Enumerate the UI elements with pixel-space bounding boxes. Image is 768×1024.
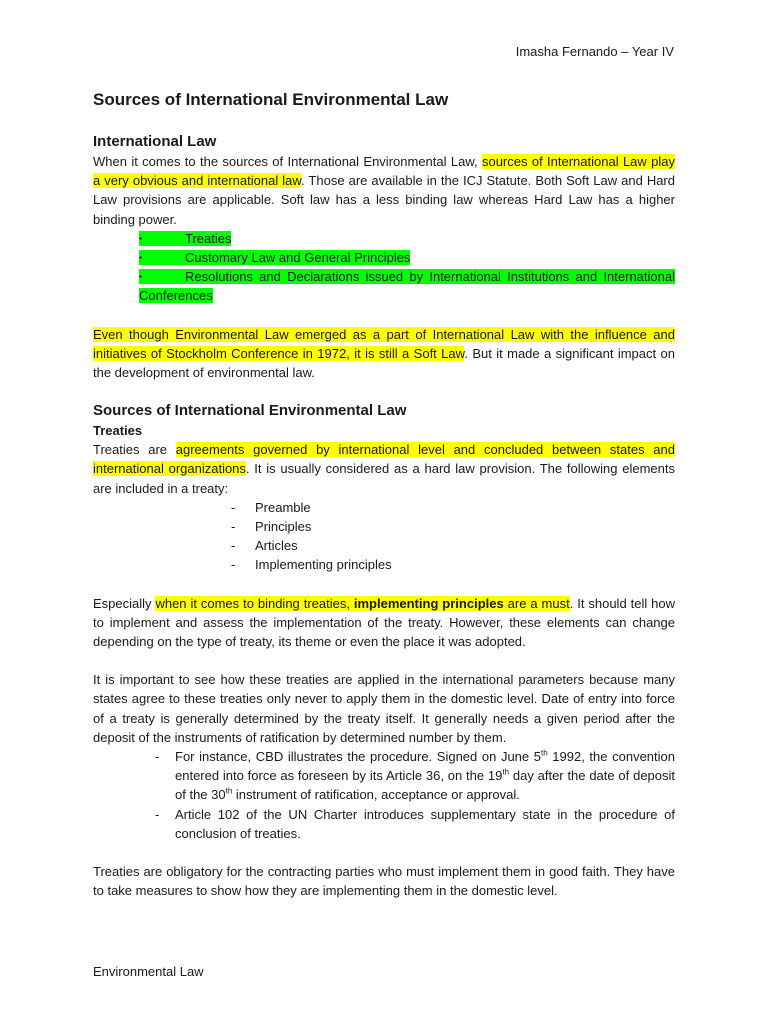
treaties-text-end: . It is usually considered as a hard law provision. The following elements are included in a treaty:	[93, 461, 675, 496]
treaties-text-start: Treaties are	[93, 442, 176, 458]
example-text: For instance, CBD illustrates the procedure. Signed on June 5	[175, 749, 541, 765]
stockholm-paragraph	[93, 325, 675, 383]
subheading-treaties: Treaties	[93, 423, 143, 439]
dash-icon: -	[231, 519, 236, 535]
page-header: Imasha Fernando – Year IV	[515, 44, 674, 59]
list-item	[139, 229, 675, 248]
list-item	[231, 536, 675, 555]
highlighted-text: agreements governed by international level and concluded between states and international organizations	[93, 442, 676, 477]
ordinal-suffix: th	[225, 787, 233, 797]
list-item-label: Articles	[255, 538, 298, 554]
dash-icon: -	[231, 499, 236, 515]
dash-icon: -	[155, 749, 160, 765]
list-item	[231, 555, 675, 574]
treaties-paragraph	[93, 440, 675, 498]
highlight-part-2: are a must	[503, 595, 570, 611]
ordinal-suffix: th	[502, 767, 510, 777]
page-footer: Environmental Law	[93, 964, 204, 979]
example-text: 1992, the convention entered into force as foreseen by its Article 36, on the 19	[175, 749, 675, 784]
list-item-label: Implementing principles	[255, 557, 392, 573]
obligatory-paragraph: Treaties are obligatory for the contracting parties who must implement them in good faith. They have to take measures to show how they are implementing them in the domestic level.	[93, 864, 675, 899]
dash-icon: -	[231, 557, 236, 573]
intro-text-end: . Those are available in the ICJ Statute. Both Soft Law and Hard Law provisions are applicable. Soft law has a less binding law whereas Hard Law has a higher binding power.	[93, 173, 675, 227]
treaty-elements-list	[231, 498, 675, 575]
list-item-label: Resolutions and Declarations issued by International Institutions and International Conferences	[139, 269, 675, 304]
document-body	[93, 88, 675, 901]
application-paragraph: It is important to see how these treaties are applied in the international parameters because many states agree to these treaties only never to apply them in the domestic level. Date of entry into force of a treaty is generally determined by the treaty itself. It generally needs a given period after the deposit of the instruments of ratification by determined number by them.	[93, 672, 675, 745]
list-item-label: Preamble	[255, 499, 311, 515]
example-text: day after the date of deposit of the 30	[175, 768, 676, 803]
square-bullet-icon: ▪	[139, 272, 142, 282]
document-title: Sources of International Environmental Law	[93, 90, 449, 109]
highlighted-text: sources of International Law play a very obvious and international law	[93, 154, 675, 189]
highlighted-text: Even though Environmental Law emerged as a part of International Law with the influence and initiatives of Stockholm Conference in 1972, it is still a Soft Law	[93, 326, 675, 361]
list-item	[231, 517, 675, 536]
square-bullet-icon: ▪	[139, 253, 142, 263]
example-text: instrument of ratification, acceptance or approval.	[232, 787, 520, 803]
list-item-label: Treaties	[185, 230, 232, 246]
intro-text-start: When it comes to the sources of International Environmental Law,	[93, 154, 482, 169]
list-item	[139, 267, 675, 305]
highlight-bold-term: implementing principles	[353, 595, 504, 611]
list-item	[155, 747, 675, 805]
list-item	[155, 805, 675, 843]
list-item	[231, 498, 675, 517]
highlighted-text	[155, 596, 569, 611]
list-item-label: Customary Law and General Principles	[185, 250, 411, 266]
dash-icon: -	[231, 538, 236, 554]
section-heading-international-law: International Law	[93, 133, 217, 150]
sources-bullet-list	[139, 229, 675, 306]
intro-paragraph	[93, 152, 675, 229]
examples-list	[155, 747, 675, 843]
ordinal-suffix: th	[541, 748, 548, 758]
dash-icon: -	[155, 806, 160, 822]
square-bullet-icon: ▪	[139, 233, 142, 243]
binding-treaties-paragraph	[93, 594, 675, 652]
list-item-label: Principles	[255, 519, 312, 535]
stockholm-text-end: . But it made a significant impact on the development of environmental law.	[93, 345, 675, 381]
example-text: Article 102 of the UN Charter introduces supplementary state in the procedure of conclusion of treaties.	[175, 806, 675, 841]
section-heading-sources: Sources of International Environmental Law	[93, 402, 407, 420]
highlight-part-1: when it comes to binding treaties,	[155, 595, 354, 611]
binding-text-end: . It should tell how to implement and assess the implementation of the treaty. However, these elements can change depending on the type of treaty, its theme or even the place it was adopted.	[93, 595, 675, 650]
list-item	[139, 248, 675, 267]
binding-text-start: Especially	[93, 595, 156, 611]
